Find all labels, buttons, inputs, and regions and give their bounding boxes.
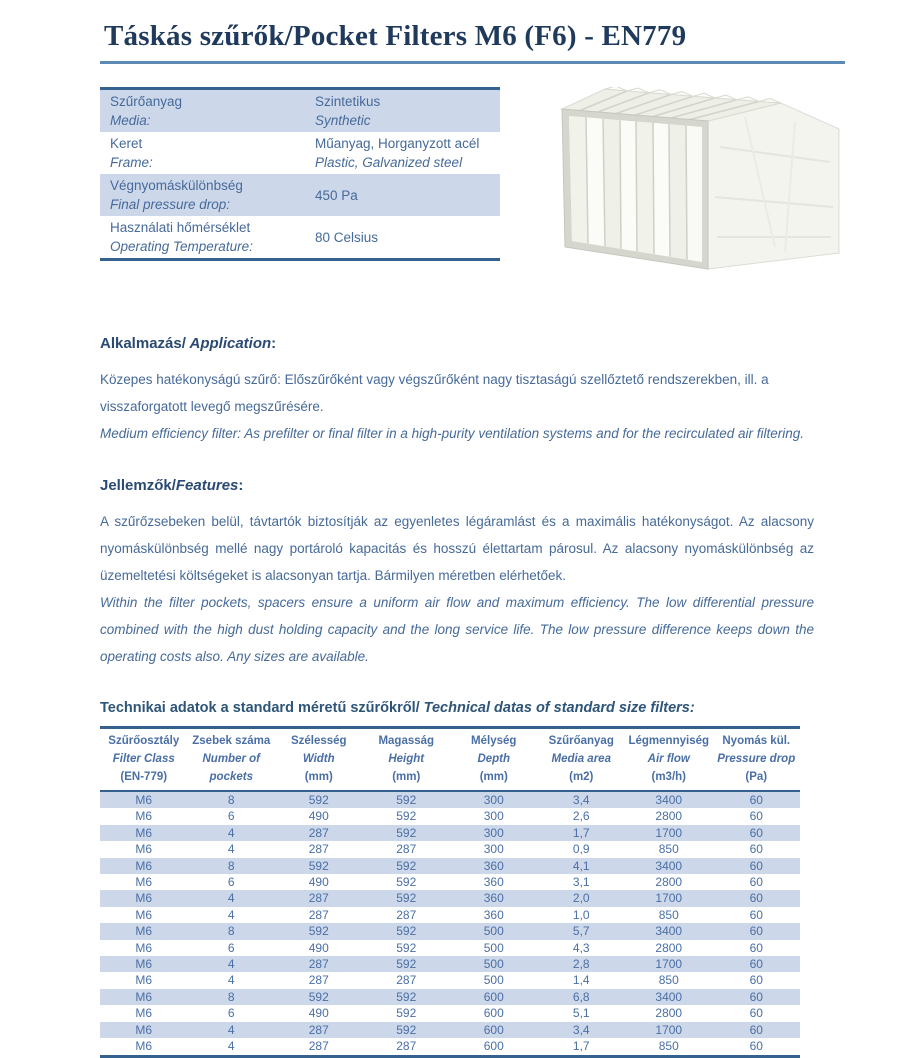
table-cell: 490 — [308, 875, 329, 890]
table-cell: 2800 — [655, 875, 683, 890]
tech-header-row — [100, 728, 800, 792]
application-section — [100, 335, 814, 447]
tech-table-heading — [100, 700, 916, 716]
table-cell: 592 — [396, 875, 417, 890]
table-row — [100, 956, 800, 972]
table-cell: 2,8 — [572, 957, 590, 972]
spec-table-body — [100, 89, 500, 260]
table-row — [100, 808, 800, 824]
spec-value-en: Synthetic — [315, 113, 371, 128]
table-cell: 4 — [227, 957, 235, 972]
features-heading-en: Features — [175, 477, 239, 494]
table-cell: 2,0 — [572, 891, 590, 906]
spec-label-en: Media: — [110, 113, 151, 128]
table-cell: 6 — [227, 809, 235, 824]
table-row — [100, 874, 800, 890]
table-cell: 2,6 — [572, 809, 590, 824]
table-cell: 5,7 — [572, 924, 590, 939]
table-cell: 60 — [749, 842, 763, 857]
tech-col-unit: (mm) — [392, 771, 421, 783]
features-heading-hu: Jellemzők/ — [100, 477, 176, 494]
table-cell: 60 — [749, 1006, 763, 1021]
table-row — [100, 1022, 800, 1038]
table-cell: 60 — [749, 1039, 763, 1054]
table-cell: 592 — [308, 793, 329, 807]
table-cell: 6 — [227, 1006, 235, 1021]
table-cell: 60 — [749, 858, 763, 873]
table-cell: 300 — [483, 825, 504, 840]
table-cell: 592 — [396, 1006, 417, 1021]
table-cell: 360 — [483, 907, 504, 922]
spec-row — [100, 216, 500, 260]
spec-label-en: Final pressure drop: — [110, 197, 231, 212]
tech-col-en: Number of — [202, 753, 260, 765]
tech-col-hu: Szűrőanyag — [548, 735, 614, 747]
application-heading-hu: Alkalmazás/ — [100, 335, 186, 352]
table-cell: 60 — [749, 989, 763, 1004]
table-cell: 287 — [308, 842, 329, 857]
table-cell: 6 — [227, 940, 235, 955]
table-cell: 4 — [227, 973, 235, 988]
table-cell: 850 — [658, 973, 679, 988]
table-cell: 287 — [308, 957, 329, 972]
tech-heading-en: Technical datas of standard size filters: — [419, 700, 695, 716]
tech-col-hu: Nyomás kül. — [722, 735, 791, 747]
table-cell: 592 — [396, 1022, 417, 1037]
table-cell: 592 — [396, 858, 417, 873]
pocket-filter-illustration — [545, 87, 841, 287]
table-cell: 3400 — [655, 989, 683, 1004]
tech-col-en: Filter Class — [112, 753, 175, 765]
spec-label-hu: Keret — [110, 136, 143, 151]
table-cell: 4 — [227, 842, 235, 857]
table-cell: 592 — [308, 924, 329, 939]
tech-col-unit: (EN-779) — [120, 771, 168, 783]
spec-label-hu: Szűrőanyag — [110, 94, 183, 109]
table-row — [100, 841, 800, 857]
spec-value-cell — [305, 174, 500, 216]
table-cell: 592 — [396, 989, 417, 1004]
tech-col-hu: Légmennyiség — [628, 735, 710, 747]
spec-value-hu: 80 Celsius — [315, 229, 379, 245]
table-cell: M6 — [135, 989, 153, 1004]
spec-label-cell — [100, 216, 305, 260]
table-cell: 360 — [483, 891, 504, 906]
tech-column-header — [538, 728, 626, 792]
spec-label-cell — [100, 89, 305, 133]
table-cell: 592 — [308, 989, 329, 1004]
table-cell: 287 — [308, 973, 329, 988]
table-cell: 287 — [308, 825, 329, 840]
table-cell: 500 — [483, 940, 504, 955]
table-cell: 1700 — [655, 891, 683, 906]
application-text-en: Medium efficiency filter: As prefilter or final filter in a high-purity ventilation systems and for the recirculated air filtering. — [100, 426, 805, 441]
table-cell: 8 — [227, 858, 235, 873]
tech-col-en: Depth — [477, 753, 511, 765]
table-cell: 592 — [396, 924, 417, 939]
table-cell: 490 — [308, 809, 329, 824]
spec-label-cell — [100, 132, 305, 174]
table-cell: 300 — [483, 842, 504, 857]
table-row — [100, 972, 800, 988]
table-cell: 6 — [227, 875, 235, 890]
table-cell: 500 — [483, 957, 504, 972]
table-cell: 3,4 — [572, 1022, 590, 1037]
table-cell: 1,7 — [572, 1039, 590, 1054]
table-cell: M6 — [135, 957, 153, 972]
table-cell: 8 — [227, 989, 235, 1004]
spec-value-en: Plastic, Galvanized steel — [315, 155, 463, 170]
table-row — [100, 825, 800, 841]
table-cell: 6,8 — [572, 989, 590, 1004]
tech-data-table — [100, 726, 800, 1058]
tech-col-hu: Szűrőosztály — [108, 735, 180, 747]
table-cell: 287 — [308, 907, 329, 922]
table-cell: 3,1 — [572, 875, 590, 890]
table-cell: 287 — [308, 1039, 329, 1054]
table-cell: M6 — [135, 924, 153, 939]
table-cell: 5,1 — [572, 1006, 590, 1021]
tech-column-header — [625, 728, 713, 792]
spec-table — [100, 87, 500, 261]
table-cell: 60 — [749, 957, 763, 972]
table-cell: 600 — [483, 1022, 504, 1037]
table-cell: 4 — [227, 891, 235, 906]
tech-col-en: Air flow — [647, 753, 690, 765]
table-cell: 3,4 — [572, 793, 590, 807]
table-cell: 592 — [396, 891, 417, 906]
table-cell: 287 — [396, 973, 417, 988]
table-row — [100, 907, 800, 923]
application-heading — [100, 335, 814, 352]
table-cell: 287 — [396, 842, 417, 857]
features-heading-colon: : — [238, 477, 244, 494]
tech-column-header — [363, 728, 451, 792]
table-cell: 60 — [749, 1022, 763, 1037]
table-cell: 4,1 — [572, 858, 590, 873]
table-cell: 1700 — [655, 1022, 683, 1037]
tech-col-hu: Mélység — [471, 735, 517, 747]
tech-col-en: Media area — [551, 753, 611, 765]
table-row — [100, 1038, 800, 1056]
table-cell: 850 — [658, 1039, 679, 1054]
table-cell: 3400 — [655, 924, 683, 939]
table-cell: 300 — [483, 809, 504, 824]
table-cell: 592 — [396, 940, 417, 955]
application-heading-en: Application — [185, 335, 272, 352]
table-cell: M6 — [135, 809, 153, 824]
table-cell: M6 — [135, 842, 153, 857]
title-divider — [100, 61, 845, 64]
features-heading — [100, 477, 814, 494]
table-cell: 287 — [396, 907, 417, 922]
table-cell: 60 — [749, 891, 763, 906]
tech-heading-hu: Technikai adatok a standard méretű szűrőkről/ — [100, 700, 420, 716]
spec-label-en: Operating Temperature: — [110, 239, 253, 254]
table-cell: 490 — [308, 1006, 329, 1021]
spec-label-cell — [100, 174, 305, 216]
spec-row — [100, 174, 500, 216]
table-cell: 60 — [749, 924, 763, 939]
tech-col-en: Width — [302, 753, 335, 765]
table-cell: M6 — [135, 875, 153, 890]
table-cell: 500 — [483, 924, 504, 939]
table-cell: 490 — [308, 940, 329, 955]
table-cell: M6 — [135, 973, 153, 988]
table-row — [100, 989, 800, 1005]
table-cell: 287 — [396, 1039, 417, 1054]
table-cell: 600 — [483, 1006, 504, 1021]
table-cell: 360 — [483, 858, 504, 873]
features-text-hu: A szűrőzsebeken belül, távtartók biztosítják az egyenletes légáramlást és a maximális hatékonyságot. Az alacsony nyomáskülönbség mellé nagy portároló kapacitás és hosszú élettartam párosul. Az alacsony nyomáskülönbség az üzemeltetési költségeket is alacsonyan tartja. Bármilyen méretben elérhetőek. — [100, 514, 814, 583]
table-row — [100, 858, 800, 874]
spec-value-hu: Szintetikus — [315, 94, 381, 109]
table-cell: 2800 — [655, 809, 683, 824]
table-cell: 60 — [749, 973, 763, 988]
table-cell: 8 — [227, 793, 235, 807]
table-cell: M6 — [135, 891, 153, 906]
table-cell: M6 — [135, 907, 153, 922]
table-cell: 3400 — [655, 793, 683, 807]
application-text-hu: Közepes hatékonyságú szűrő: Előszűrőként vagy végszűrőként nagy tisztaságú szellőztető rendszerekben, ill. a visszaforgatott levegő megszűrésére. — [100, 372, 769, 414]
tech-col-unit: (Pa) — [745, 771, 768, 783]
tech-col-en: Pressure drop — [717, 753, 796, 765]
spec-value-hu: Műanyag, Horganyzott acél — [315, 136, 480, 151]
table-cell: 592 — [396, 809, 417, 824]
table-cell: 60 — [749, 809, 763, 824]
spec-row — [100, 89, 500, 133]
table-cell: M6 — [135, 940, 153, 955]
tech-col-hu: Szélesség — [290, 735, 347, 747]
table-cell: 4 — [227, 1022, 235, 1037]
application-heading-colon: : — [271, 335, 277, 352]
table-cell: 4 — [227, 1039, 235, 1054]
table-cell: M6 — [135, 1006, 153, 1021]
table-cell: 600 — [483, 989, 504, 1004]
table-cell: 60 — [749, 907, 763, 922]
tech-table-header — [100, 728, 800, 792]
table-cell: 60 — [749, 825, 763, 840]
table-cell: 592 — [308, 858, 329, 873]
table-cell: 300 — [483, 793, 504, 807]
table-cell: 2800 — [655, 1006, 683, 1021]
tech-column-header — [713, 728, 801, 792]
tech-col-hu: Magasság — [378, 735, 435, 747]
table-cell: 1700 — [655, 825, 683, 840]
table-cell: 287 — [308, 891, 329, 906]
table-cell: M6 — [135, 825, 153, 840]
table-row — [100, 940, 800, 956]
table-cell: 500 — [483, 973, 504, 988]
spec-value-hu: 450 Pa — [315, 187, 358, 203]
table-cell: 60 — [749, 793, 763, 807]
tech-column-header — [275, 728, 363, 792]
tech-column-header — [450, 728, 538, 792]
table-cell: M6 — [135, 793, 153, 807]
table-row — [100, 1005, 800, 1021]
datasheet-page — [0, 20, 916, 1054]
table-cell: 850 — [658, 907, 679, 922]
table-row — [100, 890, 800, 906]
table-cell: 1,7 — [572, 825, 590, 840]
top-area — [100, 87, 916, 301]
table-cell: 592 — [396, 825, 417, 840]
tech-col-unit: (mm) — [304, 771, 333, 783]
spec-value-cell — [305, 216, 500, 260]
spec-value-cell — [305, 89, 500, 133]
table-cell: 3400 — [655, 858, 683, 873]
table-cell: 2800 — [655, 940, 683, 955]
tech-column-header — [100, 728, 188, 792]
table-cell: 850 — [658, 842, 679, 857]
tech-col-unit: (m3/h) — [651, 771, 686, 783]
table-cell: 360 — [483, 875, 504, 890]
tech-col-en: Height — [388, 753, 425, 765]
table-cell: 4 — [227, 907, 235, 922]
table-row — [100, 923, 800, 939]
table-cell: 600 — [483, 1039, 504, 1054]
tech-column-header — [188, 728, 276, 792]
table-cell: 1,0 — [572, 907, 590, 922]
spec-value-cell — [305, 132, 500, 174]
page-title: Táskás szűrők/Pocket Filters M6 (F6) - EN779 — [104, 20, 687, 52]
spec-label-hu: Végnyomáskülönbség — [110, 178, 243, 193]
spec-label-en: Frame: — [110, 155, 153, 170]
table-cell: 60 — [749, 875, 763, 890]
table-cell: 592 — [396, 793, 417, 807]
pocket-filter-photo — [545, 87, 841, 287]
spec-label-hu: Használati hőmérséklet — [110, 220, 251, 235]
spec-row — [100, 132, 500, 174]
features-text-en: Within the filter pockets, spacers ensure a uniform air flow and maximum efficiency. The low differential pressure combined with the high dust holding capacity and the long service life. The low pressure difference keeps down the operating costs also. Any sizes are available. — [100, 595, 814, 664]
table-cell: 287 — [308, 1022, 329, 1037]
table-cell: 4,3 — [572, 940, 590, 955]
table-row — [100, 791, 800, 808]
table-cell: 8 — [227, 924, 235, 939]
table-cell: 592 — [396, 957, 417, 972]
tech-col-unit: pockets — [209, 771, 253, 783]
tech-col-unit: (m2) — [569, 771, 594, 783]
table-cell: 0,9 — [572, 842, 590, 857]
features-section — [100, 477, 814, 670]
tech-col-unit: (mm) — [479, 771, 508, 783]
table-cell: 4 — [227, 825, 235, 840]
table-cell: 1,4 — [572, 973, 590, 988]
tech-col-hu: Zsebek száma — [192, 735, 271, 747]
table-cell: 60 — [749, 940, 763, 955]
table-cell: M6 — [135, 1022, 153, 1037]
tech-table-body — [100, 791, 800, 1056]
table-cell: M6 — [135, 858, 153, 873]
table-cell: 1700 — [655, 957, 683, 972]
table-cell: M6 — [135, 1039, 153, 1054]
